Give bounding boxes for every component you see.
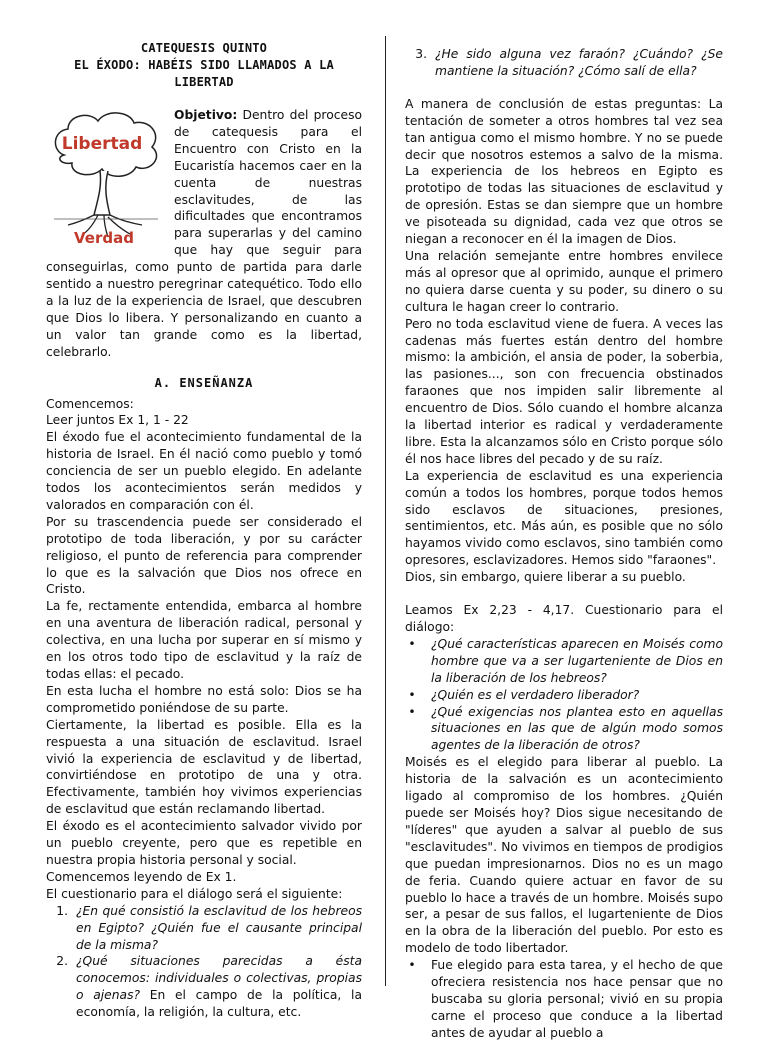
bullet-marker: • — [408, 636, 416, 651]
left-column — [46, 40, 362, 1021]
title-line-3: LIBERTAD — [174, 75, 234, 89]
bullet-text: ¿Quién es el verdadero liberador? — [431, 687, 640, 702]
objective-text: Dentro del proceso de catequesis para el Encuentro con Cristo en la Eucaristía hacemos caer en la cuenta de nuestras esclavitudes, de las dificultades que encontramos para superarlas y del camino que hay que seguir para conseguirlas, como punto de partida para darle sentido a nuestro peregrinar catequético. Todo ello a la luz de la experiencia de Israel, que descubren que Dios lo libera. Y personalizando en cuanto a un valor tan grande como es la libertad, celebrarlo. — [46, 108, 362, 359]
paragraph: La experiencia de esclavitud es una experiencia común a todos los hombres, porque todos hemos sido esclavos de situaciones, presiones, sentimientos, etc. Más aún, es posible que no sólo hayamos vivido como esclavos, sino también como opresores, esclavizadores. Hemos sido "faraones". — [405, 468, 723, 568]
document-title — [46, 40, 362, 91]
image-bottom-label: Verdad — [74, 229, 134, 247]
bullet-text: ¿Qué características aparecen en Moisés como hombre que va a ser lugarteniente de Dios en la liberación de los hebreos? — [431, 636, 723, 685]
question-item — [405, 46, 723, 80]
paragraph: Una relación semejante entre hombres envilece más al opresor que al oprimido, aunque el primero no quiera darse cuenta y su poder, su dinero o su cultura le hagan creer lo contrario. — [405, 248, 723, 314]
question-number: 3. — [415, 47, 427, 61]
right-column — [405, 46, 723, 1042]
paragraph: El éxodo es el acontecimiento salvador vivido por un pueblo creyente, pero que es repetible en nuestra propia historia personal y social. — [46, 819, 362, 867]
paragraph: Leer juntos Ex 1, 1 - 22 — [46, 413, 189, 428]
libertad-tree-image — [46, 107, 166, 247]
paragraph: La fe, rectamente entendida, embarca al hombre en una aventura de liberación radical, personal y colectiva, en una lucha por superar en sí mismo y en los otros todo tipo de esclavitud y la raíz de todas ellas: el pecado. — [46, 599, 362, 681]
bullet-marker: • — [408, 958, 416, 973]
paragraph: En esta lucha el hombre no está solo: Dios se ha comprometido poniéndose de su parte. — [46, 683, 362, 715]
tree-illustration — [46, 107, 166, 247]
paragraph: Leamos Ex 2,23 - 4,17. Cuestionario para el diálogo: — [405, 603, 723, 634]
title-line-1: CATEQUESIS QUINTO — [140, 41, 268, 55]
paragraph: Comencemos leyendo de Ex 1. — [46, 869, 237, 884]
question-item — [46, 953, 362, 1021]
paragraph: Moisés es el elegido para liberar al pueblo. La historia de la salvación es un acontecimiento ligado al compromiso de los hombres. ¿Quién puede ser Moisés hoy? Dios sigue necesitando de "líderes" que ayuden a salvar al pueblo de sus "esclavitudes". No vivimos en tiempos de prodigios que puedan impresionarnos. Dios no es un mago de feria. Cuando quiere actuar en favor de su pueblo lo hace a través de un hombre. Moisés supo ser, a pesar de sus fallos, el lugarteniente de Dios en la obra de la liberación del pueblo. Por esto es modelo de todo libertador. — [405, 755, 723, 956]
question-text — [76, 953, 362, 1021]
objective-label: Objetivo: — [174, 108, 238, 122]
section-heading-a: A. ENSEÑANZA — [154, 375, 254, 390]
paragraph: Dios, sin embargo, quiere liberar a su pueblo. — [405, 570, 686, 585]
bullet-text: Fue elegido para esta tarea, y el hecho de que ofreciera resistencia nos hace pensar que no buscaba su gloria personal; vivió en su propia carne el proceso que conduce a la libertad antes de ayudar al pueblo a — [431, 958, 723, 1040]
question-italic-part: ¿Qué situaciones parecidas a ésta conocemos: individuales o colectivas, propias o ajenas? — [76, 954, 362, 1003]
question-text: ¿He sido alguna vez faraón? ¿Cuándo? ¿Se mantiene la situación? ¿Cómo salí de ella? — [435, 47, 723, 78]
question-number: 2. — [56, 954, 68, 969]
title-line-2: EL ÉXODO: HABÉIS SIDO LLAMADOS A LA — [74, 58, 334, 72]
paragraph: Por su trascendencia puede ser considerado el prototipo de toda liberación, y por su carácter religioso, el punto de referencia para comprender lo que es la salvación que Dios nos ofrece en Cristo. — [46, 514, 362, 597]
paragraph: El éxodo fue el acontecimiento fundamental de la historia de Israel. En él nació como pueblo y tomó conciencia de ser un pueblo elegido. En adelante todos los acontecimientos serán medidos y valorados en comparación con él. — [46, 430, 362, 512]
objective-block — [46, 107, 362, 361]
question-plain-part: En el campo de la política, la economía, la religión, la cultura, etc. — [76, 988, 362, 1020]
paragraph: Comencemos: — [46, 396, 134, 411]
column-divider — [385, 36, 386, 986]
paragraph: A manera de conclusión de estas preguntas: La tentación de someter a otros hombres tal vez sea tan antigua como el mismo hombre. Y no se puede decir que nosotros estemos a salvo de la misma. La experiencia de los hebreos en Egipto es prototipo de todas las situaciones de esclavitud y de opresión. Estas se dan siempre que un hombre ve pisoteada su dignidad, cada vez que otros se niegan a reconocer en él la imagen de Dios. — [405, 96, 723, 247]
bullet-text: ¿Qué exigencias nos plantea esto en aquellas situaciones en las que de algún modo somos agentes de la liberación de otros? — [431, 704, 723, 753]
bullet-marker: • — [408, 704, 416, 719]
paragraph: Pero no toda esclavitud viene de fuera. A veces las cadenas más fuertes están dentro del hombre mismo: la ambición, el ansia de poder, la soberbia, las pasiones..., son con frecuencia obstinados faraones que nos impiden salir libremente al encuentro de Dios. Sólo cuando el hombre alcanza la libertad interior es radical y verdaderamente libre. Esta la alcanzamos sólo en Cristo porque sólo él nos hace libres del pecado y de su raíz. — [405, 316, 723, 466]
paragraph: Ciertamente, la libertad es posible. Ella es la respuesta a una situación de esclavitud. Israel vivió la experiencia de esclavitud y de libertad, convirtiéndose en prototipo de una y otra. Efectivamente, también hoy vivimos experiencias de esclavitud que están reclamando libertad. — [46, 717, 362, 817]
bullet-item — [405, 636, 723, 687]
bullet-item — [405, 687, 723, 704]
paragraph: El cuestionario para el diálogo será el siguiente: — [46, 886, 343, 901]
bullet-item — [405, 957, 723, 1042]
question-text: ¿En qué consistió la esclavitud de los hebreos en Egipto? ¿Quién fue el causante principal de la misma? — [76, 903, 362, 952]
question-number: 1. — [56, 903, 68, 918]
question-item — [46, 903, 362, 954]
bullet-marker: • — [408, 687, 416, 702]
bullet-item — [405, 704, 723, 755]
image-top-label: Libertad — [61, 134, 143, 154]
